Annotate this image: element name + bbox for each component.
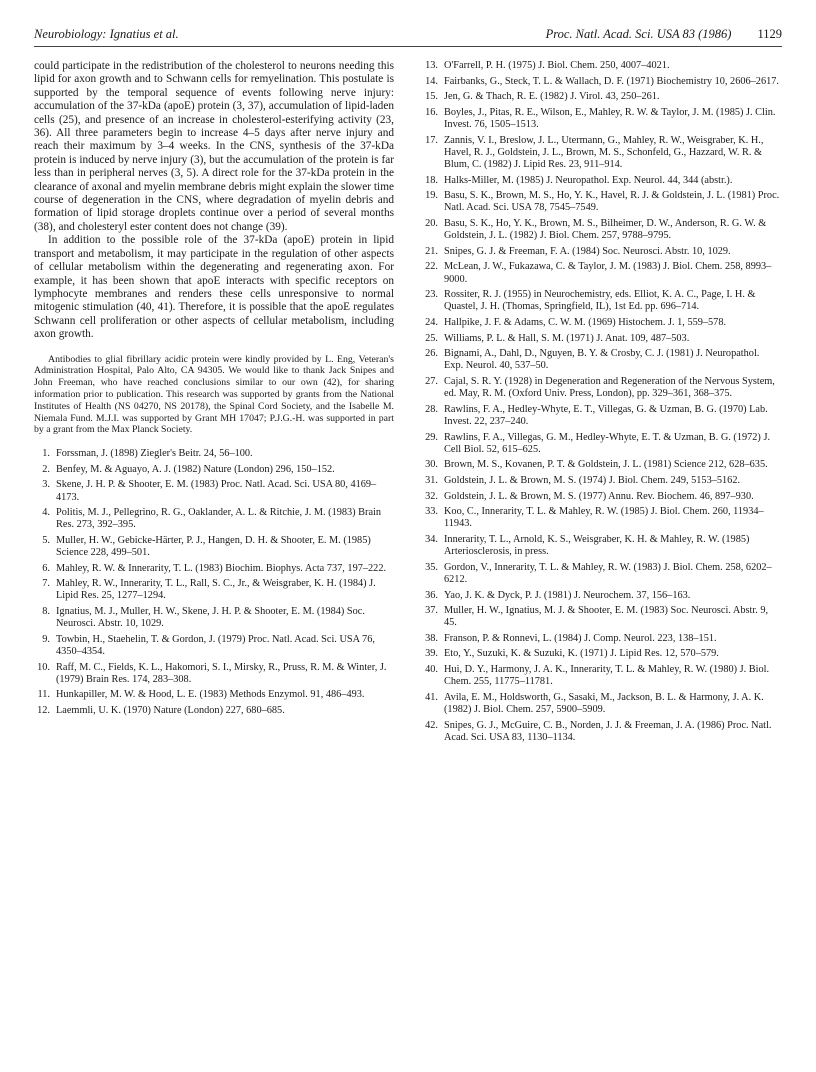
reference-item [34, 535, 394, 559]
journal-citation: Proc. Natl. Acad. Sci. USA 83 (1986) [545, 27, 732, 41]
reference-text: Goldstein, J. L. & Brown, M. S. (1974) J. Biol. Chem. 249, 5153–5162. [444, 474, 741, 486]
reference-item [422, 376, 780, 400]
reference-number: 20. [425, 217, 438, 229]
reference-number: 18. [425, 174, 438, 186]
reference-text: Innerarity, T. L., Arnold, K. S., Weisgraber, K. H. & Mahley, R. W. (1985) Arteriosclerosis, in press. [444, 533, 750, 558]
reference-item [422, 605, 780, 629]
reference-number: 42. [425, 719, 438, 731]
reference-text: Hallpike, J. F. & Adams, C. W. M. (1969) Histochem. J. 1, 559–578. [444, 316, 727, 328]
reference-item [422, 76, 780, 88]
reference-number: 13. [425, 60, 438, 71]
reference-item [34, 705, 394, 717]
reference-number: 37. [425, 605, 438, 617]
reference-text: Rawlins, F. A., Villegas, G. M., Hedley-Whyte, E. T. & Uzman, B. G. (1972) J. Cell Biol. 52, 615–625. [444, 431, 771, 455]
reference-text: Goldstein, J. L. & Brown, M. S. (1977) Annu. Rev. Biochem. 46, 897–930. [444, 490, 754, 502]
reference-text: O'Farrell, P. H. (1975) J. Biol. Chem. 250, 4007–4021. [444, 60, 670, 71]
reference-number: 41. [425, 691, 438, 703]
reference-text: Zannis, V. I., Breslow, J. L., Utermann, G., Mahley, R. W., Weisgraber, K. H., Havel, R. J., Goldstein, J. L., Brown, M. S., Schonfeld, G., Hazzard, W. R. & Blum, C. (1982) J. Lipid Res. 23, 911–914. [444, 134, 764, 170]
reference-number: 1. [42, 448, 50, 460]
reference-text: Forssman, J. (1898) Ziegler's Beitr. 24, 56–100. [56, 448, 253, 460]
reference-item [34, 634, 394, 658]
reference-item [422, 348, 780, 372]
reference-item [34, 479, 394, 503]
reference-number: 40. [425, 664, 438, 676]
reference-text: Williams, P. L. & Hall, S. M. (1971) J. Anat. 109, 487–503. [444, 332, 690, 344]
reference-item [422, 491, 780, 503]
reference-item [422, 633, 780, 645]
reference-number: 15. [425, 91, 438, 103]
reference-item [422, 506, 780, 530]
reference-number: 31. [425, 474, 438, 486]
reference-text: Cajal, S. R. Y. (1928) in Degeneration and Regeneration of the Nervous System, ed. May, R. M. (Oxford Univ. Press, London), pp. 329–361, 368–375. [444, 375, 775, 400]
reference-number: 24. [425, 316, 438, 328]
reference-item [422, 333, 780, 345]
reference-text: Ignatius, M. J., Muller, H. W., Skene, J. H. P. & Shooter, E. M. (1984) Soc. Neurosci. Abstr. 10, 1029. [56, 606, 365, 630]
reference-number: 4. [42, 507, 50, 519]
reference-number: 22. [425, 261, 438, 273]
reference-item [422, 404, 780, 428]
reference-number: 32. [425, 490, 438, 502]
reference-number: 19. [425, 190, 438, 202]
reference-item [34, 563, 394, 575]
reference-text: Snipes, G. J., McGuire, C. B., Norden, J. J. & Freeman, J. A. (1986) Proc. Natl. Acad. Sci. USA 83, 1130–1134. [444, 719, 772, 743]
reference-item [422, 107, 780, 131]
reference-item [422, 289, 780, 313]
reference-item [422, 246, 780, 258]
reference-number: 12. [37, 705, 50, 717]
reference-text: Eto, Y., Suzuki, K. & Suzuki, K. (1971) J. Lipid Res. 12, 570–579. [444, 648, 719, 660]
reference-item [422, 648, 780, 660]
reference-item [422, 190, 780, 214]
reference-text: Koo, C., Innerarity, T. L. & Mahley, R. W. (1985) J. Biol. Chem. 260, 11934–11943. [444, 506, 764, 530]
reference-number: 33. [425, 506, 438, 518]
reference-list-right [422, 60, 780, 744]
reference-item [422, 91, 780, 103]
reference-number: 9. [42, 633, 50, 645]
reference-text: Politis, M. J., Pellegrino, R. G., Oaklander, A. L. & Ritchie, J. M. (1983) Brain Res. 273, 392–395. [56, 507, 382, 531]
reference-text: Basu, S. K., Ho, Y. K., Brown, M. S., Bilheimer, D. W., Anderson, R. G. W. & Goldstein, J. L. (1982) J. Biol. Chem. 257, 9788–9795. [444, 217, 767, 242]
reference-item [34, 507, 394, 531]
reference-text: Hunkapiller, M. W. & Hood, L. E. (1983) Methods Enzymol. 91, 486–493. [56, 689, 365, 701]
reference-list-left [34, 448, 394, 717]
reference-number: 30. [425, 459, 438, 471]
header-rule [34, 46, 782, 47]
reference-number: 21. [425, 245, 438, 257]
reference-text: Skene, J. H. P. & Shooter, E. M. (1983) Proc. Natl. Acad. Sci. USA 80, 4169–4173. [56, 479, 377, 503]
reference-item [422, 135, 780, 172]
reference-text: Gordon, V., Innerarity, T. L. & Mahley, R. W. (1983) J. Biol. Chem. 258, 6202–6212. [444, 561, 772, 585]
running-head-authors: Neurobiology: Ignatius et al. [34, 27, 179, 41]
page-number: 1129 [757, 27, 782, 41]
reference-text: Rawlins, F. A., Hedley-Whyte, E. T., Villegas, G. & Uzman, B. G. (1970) Lab. Invest. 22, 237–240. [444, 403, 768, 427]
reference-item [422, 218, 780, 242]
reference-number: 3. [42, 479, 50, 491]
running-head-right [546, 27, 782, 42]
reference-text: Mahley, R. W. & Innerarity, T. L. (1983) Biochim. Biophys. Acta 737, 197–222. [56, 562, 387, 574]
reference-text: Fairbanks, G., Steck, T. L. & Wallach, D. F. (1971) Biochemistry 10, 2606–2617. [444, 75, 779, 87]
reference-number: 28. [425, 403, 438, 415]
reference-text: Mahley, R. W., Innerarity, T. L., Rall, S. C., Jr., & Weisgraber, K. H. (1984) J. Lipid Res. 25, 1277–1294. [56, 578, 376, 602]
reference-item [34, 578, 394, 602]
reference-number: 29. [425, 431, 438, 443]
right-column [422, 60, 780, 747]
reference-item [422, 562, 780, 586]
reference-number: 25. [425, 332, 438, 344]
reference-text: Franson, P. & Ronnevi, L. (1984) J. Comp. Neurol. 223, 138–151. [444, 632, 717, 644]
reference-text: Basu, S. K., Brown, M. S., Ho, Y. K., Havel, R. J. & Goldstein, J. L. (1981) Proc. Natl. Acad. Sci. USA 78, 7545–7549. [444, 190, 780, 214]
reference-item [422, 720, 780, 744]
reference-text: McLean, J. W., Fukazawa, C. & Taylor, J. M. (1983) J. Biol. Chem. 258, 8993–9000. [444, 261, 772, 285]
reference-item [422, 60, 780, 72]
acknowledgment: Antibodies to glial fibrillary acidic protein were kindly provided by L. Eng, Veteran's Administration Hospital, Palo Alto, CA 94305. We would like to thank Jack Snipes and John Freeman, who have reached conclusions similar to our own (42), for sharing information prior to publication. This research was supported by grants from the National Institutes of Health (NS 04270, NS 20178), the Spinal Cord Society, and the Isabelle M. Niemala Fund. M.J.I. was supported by Grant MH 17047; P.J.G.-H. was supported in part by a grant from the Max Planck Society. [34, 353, 394, 436]
running-header [34, 22, 782, 42]
reference-text: Jen, G. & Thach, R. E. (1982) J. Virol. 43, 250–261. [444, 91, 660, 103]
left-column [34, 60, 394, 721]
reference-item [422, 459, 780, 471]
reference-number: 35. [425, 561, 438, 573]
reference-text: Halks-Miller, M. (1985) J. Neuropathol. Exp. Neurol. 44, 344 (abstr.). [444, 174, 733, 186]
reference-number: 36. [425, 589, 438, 601]
reference-number: 27. [425, 375, 438, 387]
reference-text: Boyles, J., Pitas, R. E., Wilson, E., Mahley, R. W. & Taylor, J. M. (1985) J. Clin. Invest. 76, 1505–1513. [444, 106, 776, 130]
reference-number: 23. [425, 289, 438, 301]
reference-text: Laemmli, U. K. (1970) Nature (London) 227, 680–685. [56, 705, 285, 717]
reference-text: Avila, E. M., Holdsworth, G., Sasaki, M., Jackson, B. L. & Harmony, J. A. K. (1982) J. Biol. Chem. 257, 5900–5909. [444, 691, 764, 716]
reference-number: 38. [425, 632, 438, 644]
reference-number: 5. [42, 534, 50, 546]
reference-item [34, 662, 394, 686]
reference-text: Muller, H. W., Ignatius, M. J. & Shooter, E. M. (1983) Soc. Neurosci. Abstr. 9, 45. [444, 605, 769, 629]
reference-number: 39. [425, 648, 438, 660]
reference-item [422, 692, 780, 716]
reference-number: 2. [42, 463, 50, 475]
reference-text: Towbin, H., Staehelin, T. & Gordon, J. (1979) Proc. Natl. Acad. Sci. USA 76, 4350–4354. [56, 633, 375, 658]
reference-text: Snipes, G. J. & Freeman, F. A. (1984) Soc. Neurosci. Abstr. 10, 1029. [444, 245, 731, 257]
reference-item [422, 432, 780, 456]
reference-text: Brown, M. S., Kovanen, P. T. & Goldstein, J. L. (1981) Science 212, 628–635. [444, 459, 768, 471]
reference-number: 14. [425, 75, 438, 87]
reference-item [34, 606, 394, 630]
reference-number: 7. [42, 578, 50, 590]
reference-number: 6. [42, 562, 50, 574]
reference-item [34, 689, 394, 701]
reference-text: Yao, J. K. & Dyck, P. J. (1981) J. Neurochem. 37, 156–163. [444, 589, 691, 601]
reference-item [34, 448, 394, 460]
body-paragraph: In addition to the possible role of the 37-kDa (apoE) protein in lipid transport and metabolism, it may participate in the regulation of other aspects of cellular metabolism within the degenerating and regenerating axon. For example, it has been shown that apoE interacts with specific receptors on lymphocyte membranes and renders these cells unresponsive to normal mitogenic stimulation (40, 41). Therefore, it is possible that the apoE regulates Schwann cell proliferation or other aspects of cellular metabolism, including axon growth. [34, 234, 394, 341]
reference-number: 8. [42, 606, 50, 618]
reference-text: Benfey, M. & Aguayo, A. J. (1982) Nature (London) 296, 150–152. [56, 463, 335, 475]
reference-number: 34. [425, 533, 438, 545]
reference-number: 17. [425, 134, 438, 146]
reference-text: Muller, H. W., Gebicke-Härter, P. J., Hangen, D. H. & Shooter, E. M. (1985) Science 228, 499–501. [56, 534, 371, 559]
reference-item [422, 590, 780, 602]
reference-item [422, 534, 780, 558]
reference-number: 16. [425, 106, 438, 118]
reference-text: Raff, M. C., Fields, K. L., Hakomori, S. I., Mirsky, R., Pruss, R. M. & Winter, J. (1979) Brain Res. 174, 283–308. [56, 661, 387, 685]
reference-item [422, 261, 780, 285]
reference-item [422, 317, 780, 329]
reference-text: Bignami, A., Dahl, D., Nguyen, B. Y. & Crosby, C. J. (1981) J. Neuropathol. Exp. Neurol. 40, 537–50. [444, 348, 760, 372]
reference-text: Rossiter, R. J. (1955) in Neurochemistry, eds. Elliot, K. A. C., Page, I. H. & Quastel, J. H. (Thomas, Springfield, IL), 1st Ed. pp. 696–714. [444, 289, 756, 313]
reference-item [422, 175, 780, 187]
reference-item [34, 464, 394, 476]
body-paragraph: could participate in the redistribution of the cholesterol to neurons needing this lipid for axon growth and to Schwann cells for remyelination. This postulate is supported by the temporal sequence of events following nerve injury: accumulation of the 37-kDa (apoE) protein (3, 37), accumulation of lipid-laden cells (25), and presence of an increase in cholesterol-esterifying activity (23, 36). All three parameters begin to increase 4–5 days after nerve injury and reach their maximum by 3–4 weeks. In the CNS, synthesis of the 37-kDa protein is induced by nerve injury (3), but the accumulation of the protein is far less than in peripheral nerves (3, 5). A direct role for the 37-kDa protein in the clearance of axonal and myelin membrane debris might explain the slower time course of degeneration in the CNS, where degradation of myelin debris and formation of lipid storage droplets continue over a period of several months (38), and cholesteryl ester content does not change (39). [34, 60, 394, 233]
reference-number: 10. [37, 661, 50, 673]
reference-item [422, 475, 780, 487]
reference-number: 26. [425, 348, 438, 360]
reference-item [422, 664, 780, 688]
reference-text: Hui, D. Y., Harmony, J. A. K., Innerarity, T. L. & Mahley, R. W. (1980) J. Biol. Chem. 255, 11775–11781. [444, 664, 770, 688]
reference-number: 11. [37, 689, 50, 701]
